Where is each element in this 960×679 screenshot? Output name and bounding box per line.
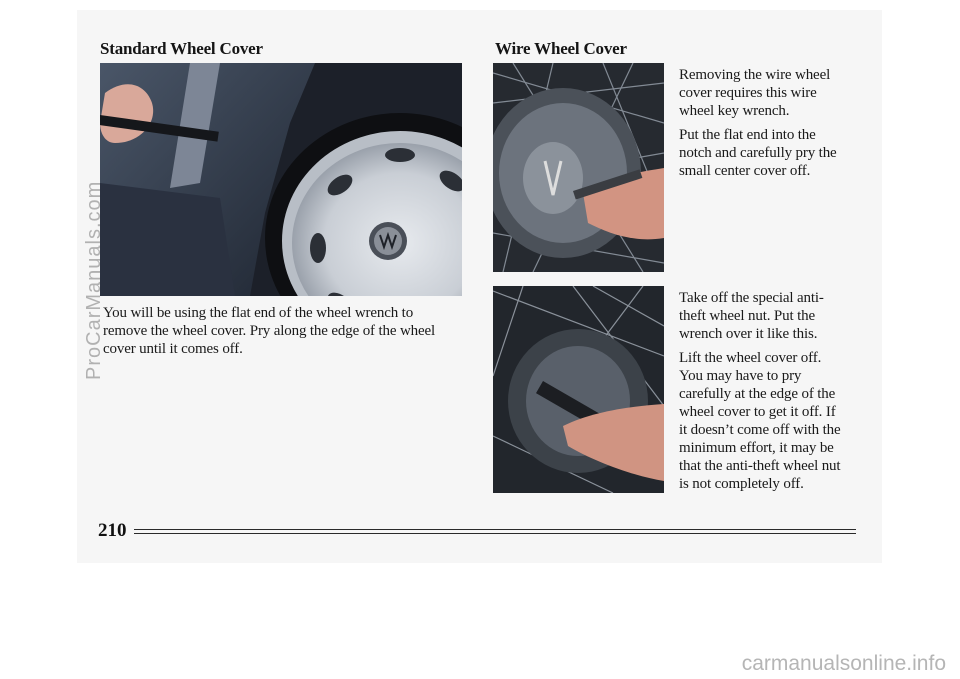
footer-rule-bottom: [134, 533, 856, 534]
text-paragraph: [679, 66, 874, 120]
wire-wheel-key-photo: [493, 63, 664, 272]
text-line: cover requires this wire: [679, 85, 817, 101]
text-line: notch and carefully pry the: [679, 145, 837, 161]
text-line: small center cover off.: [679, 163, 811, 179]
side-watermark: ProCarManuals.com: [83, 180, 105, 380]
text-paragraph: [679, 349, 874, 493]
text-line: Removing the wire wheel: [679, 67, 831, 83]
text-line: carefully at the edge of the: [679, 386, 836, 402]
standard-wheel-cover-heading: Standard Wheel Cover: [100, 39, 263, 58]
text-paragraph: [679, 126, 874, 180]
text-line: cover until it comes off.: [103, 341, 243, 357]
standard-wheel-cover-text: [103, 304, 473, 358]
text-line: You will be using the flat end of the wheel wrench to: [103, 305, 414, 321]
text-line: You may have to pry: [679, 368, 802, 384]
text-line: wheel cover to get it off. If: [679, 404, 836, 420]
text-line: that the anti-theft wheel nut: [679, 458, 841, 474]
text-line: is not completely off.: [679, 476, 804, 492]
text-line: Put the flat end into the: [679, 127, 816, 143]
text-line: wheel key wrench.: [679, 103, 790, 119]
text-paragraph: [679, 289, 874, 343]
text-line: Take off the special anti-: [679, 290, 824, 306]
text-line: theft wheel nut. Put the: [679, 308, 815, 324]
standard-wheel-cover-photo: [100, 63, 462, 296]
wire-wheel-cover-heading: Wire Wheel Cover: [495, 39, 627, 58]
wire-wheel-key-text: [679, 66, 874, 186]
text-line: it doesn’t come off with the: [679, 422, 841, 438]
bottom-watermark: carmanualsonline.info: [741, 652, 946, 675]
text-line: wrench over it like this.: [679, 326, 818, 342]
text-line: minimum effort, it may be: [679, 440, 834, 456]
text-line: Lift the wheel cover off.: [679, 350, 822, 366]
page-number: 210: [98, 520, 127, 541]
footer-rule-top: [134, 529, 856, 530]
text-line: remove the wheel cover. Pry along the edge of the wheel: [103, 323, 436, 339]
anti-theft-nut-photo: [493, 286, 664, 493]
anti-theft-nut-text: [679, 289, 874, 499]
